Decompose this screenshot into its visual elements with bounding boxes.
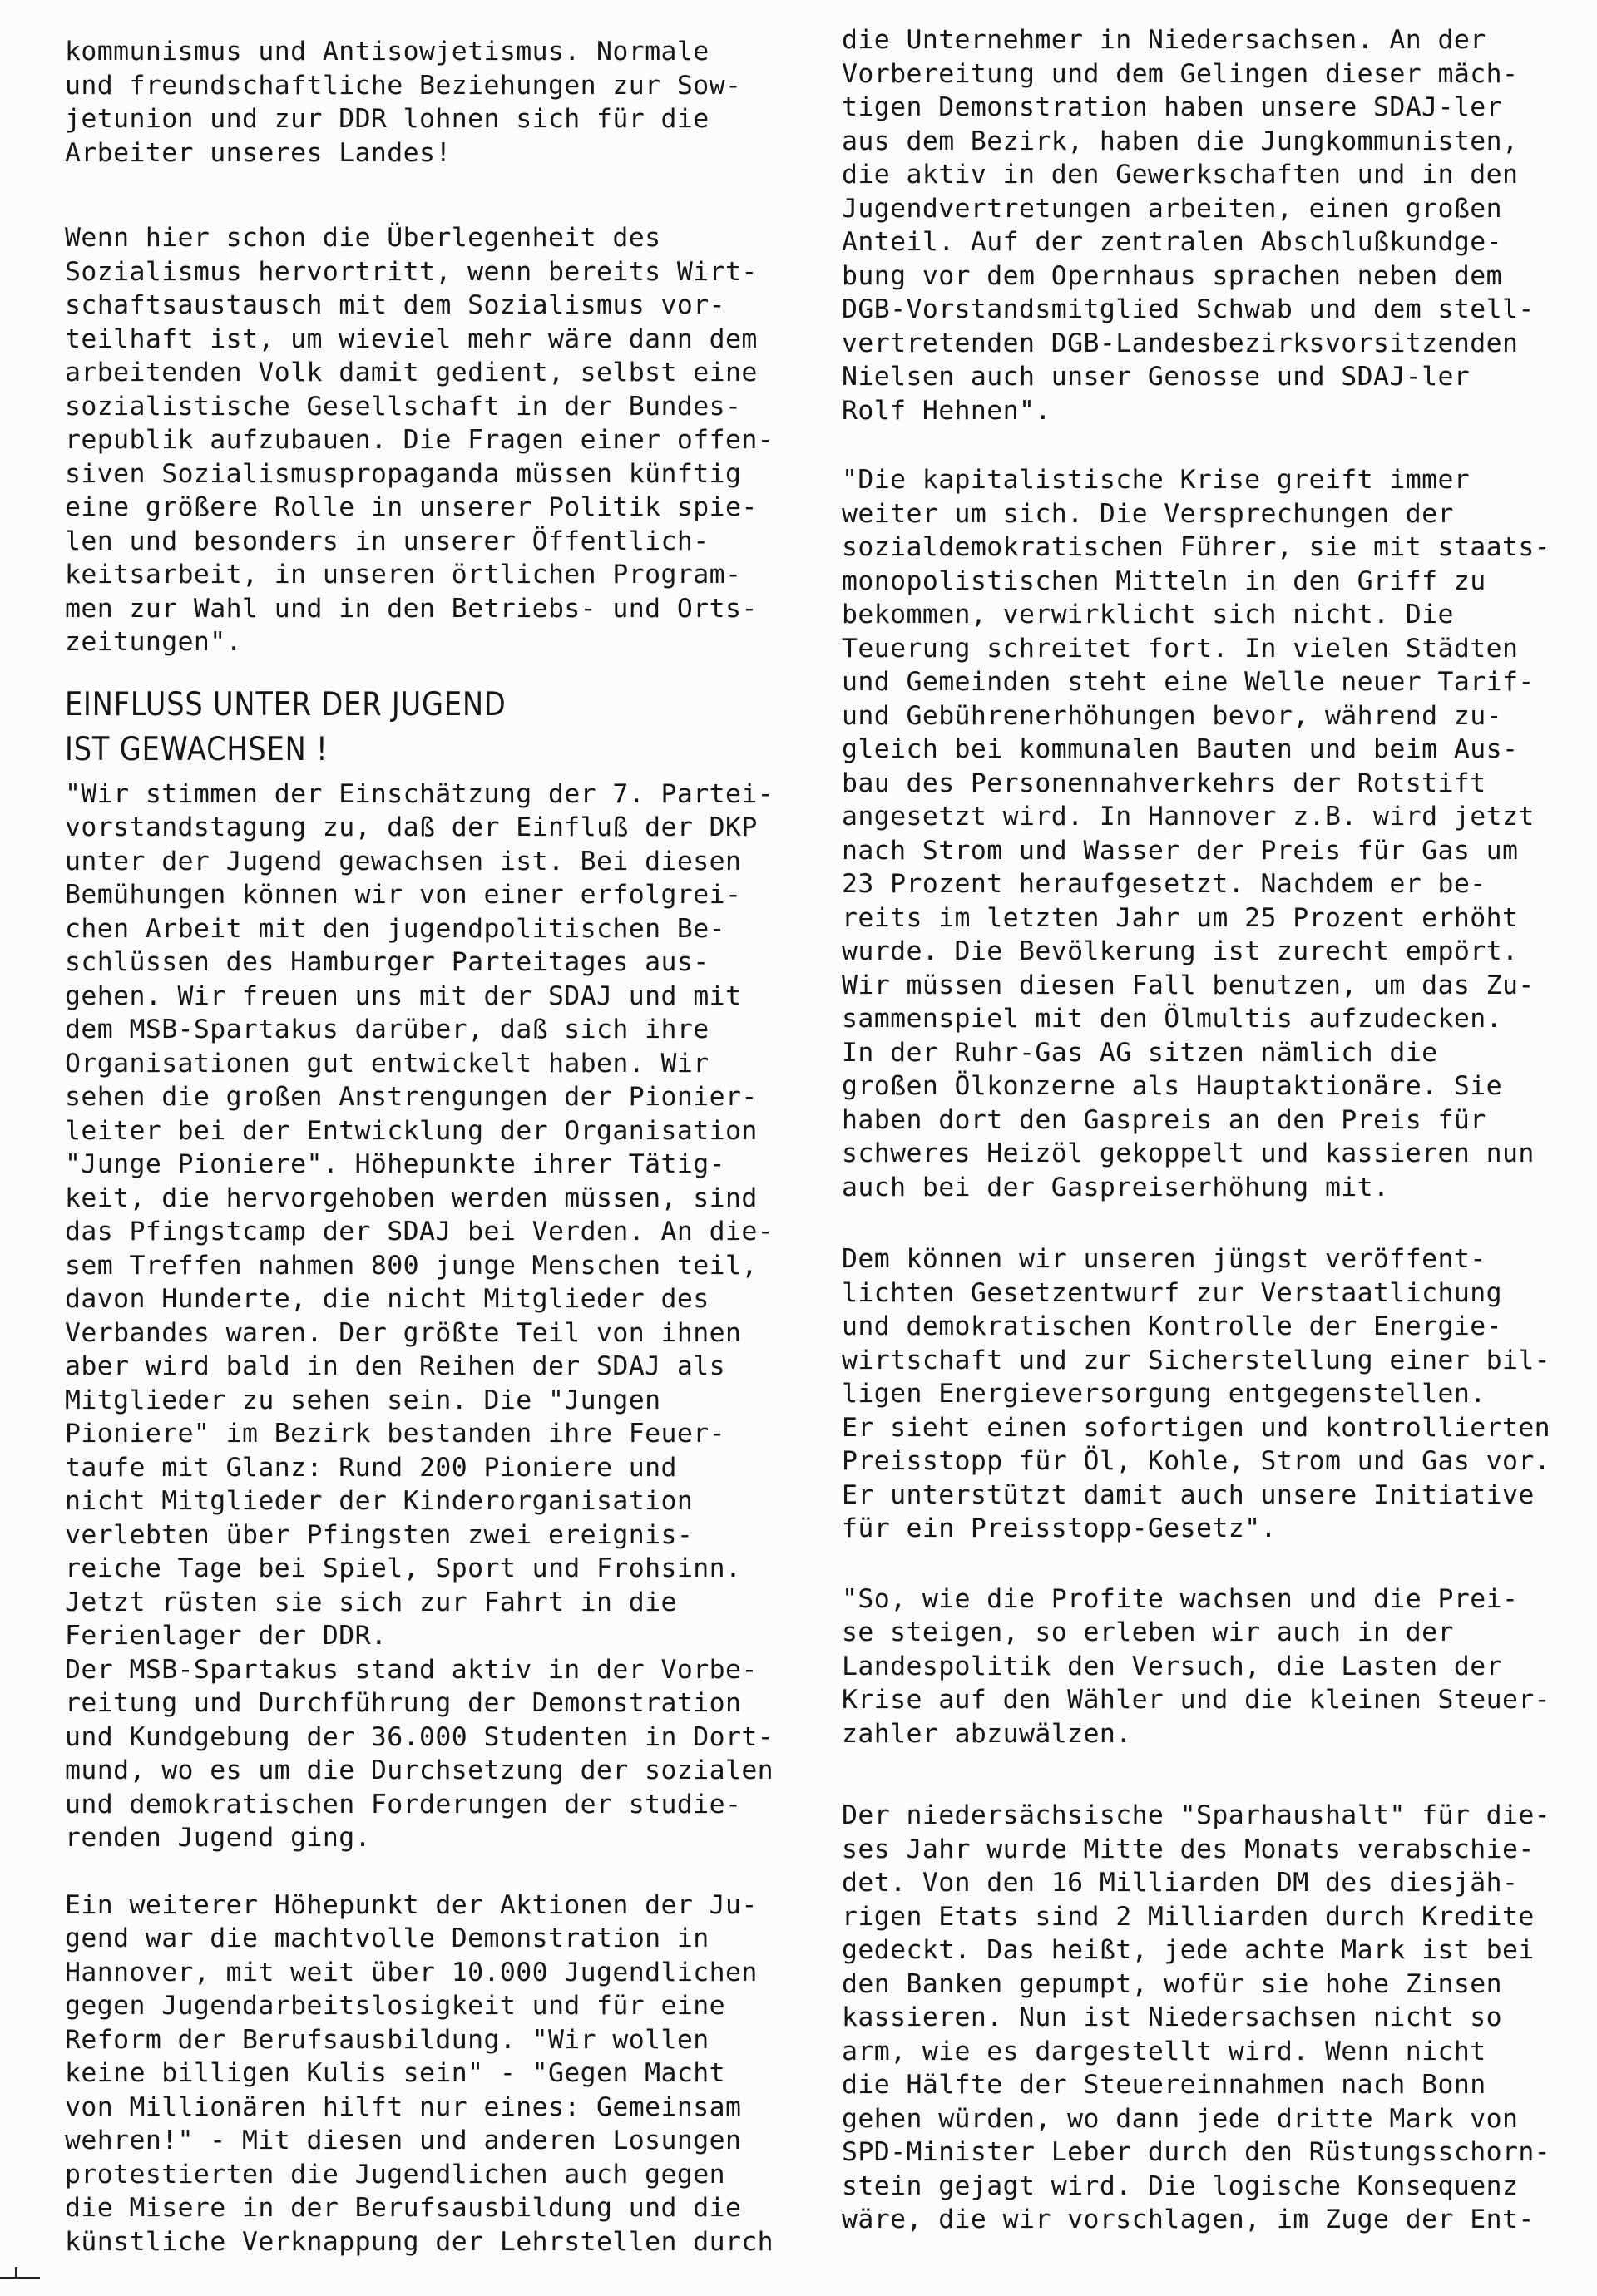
- paragraph-socialism-superiority: Wenn hier schon die Überlegenheit des Sozialismus hervortritt, wenn bereits Wirt- schaftsaustausch mit dem Sozialismus vor- teilhaft ist, um wieviel mehr wäre dann dem arbeitenden Volk damit gedient, selbst eine sozialistische Gesellschaft in der Bundes- republik aufzubauen. Die Fragen einer offen- siven Sozialismuspropaganda müssen künftig eine größere Rolle in unserer Politik spie- len und besonders in unserer Öffentlich- keitsarbeit, in unseren örtlichen Program- men zur Wahl und in den Betriebs- und Orts- zeitungen".: [65, 223, 774, 657]
- paragraph-profits-prices: "So, wie die Profite wachsen und die Prei- se steigen, so erleben wir auch in der Landespolitik den Versuch, die Lasten der Krise auf den Wähler und die kleinen Steuer- zahler abzuwälzen.: [842, 1583, 1551, 1749]
- right-column: [842, 23, 1557, 2237]
- paragraph-youth-organisations: "Wir stimmen der Einschätzung der 7. Partei- vorstandstagung zu, daß der Einfluß der DKP unter der Jugend gewachsen ist. Bei diesen Bemühungen können wir von einer erfolgrei- chen Arbeit mit den jugendpolitischen Be- schlüssen des Hamburger Parteitages aus- gehen. Wir freuen uns mit der SDAJ und mit dem MSB-Spartakus darüber, daß sich ihre Organisationen gut entwickelt haben. Wir sehen die großen Anstrengungen der Pionier- leiter bei der Entwicklung der Organisation "Junge Pioniere". Höhepunkte ihrer Tätig- keit, die hervorgehoben werden müssen, sind das Pfingstcamp der SDAJ bei Verden. An die- sem Treffen nahmen 800 junge Menschen teil, davon Hunderte, die nicht Mitglieder des Verbandes waren. Der größte Teil von ihnen aber wird bald in den Reihen der SDAJ als Mitglieder zu sehen sein. Die "Jungen Pioniere" im Bezirk bestanden ihre Feuer- taufe mit Glanz: Rund 200 Pioniere und nicht Mitglieder der Kinderorganisation verlebten über Pfingsten zwei ereignis- reiche Tage bei Spiel, Sport und Frohsinn. Jetzt rüsten sie sich zur Fahrt in die Ferienlager der DDR. Der MSB-Spartakus stand aktiv in der Vorbe- reitung und Durchführung der Demonstration und Kundgebung der 36.000 Studenten in Dort- mund, wo es um die Durchsetzung der sozialen und demokratischen Forderungen der studie- renden Jugend ging.: [65, 778, 774, 1853]
- paragraph-budget: Der niedersächsische "Sparhaushalt" für die- ses Jahr wurde Mitte des Monats verabschie- det. Von den 16 Milliarden DM des diesjäh- rigen Etats sind 2 Milliarden durch Kredite gedeckt. Das heißt, jede achte Mark ist bei den Banken gepumpt, wofür sie hohe Zinsen kassieren. Nun ist Niedersachsen nicht so arm, wie es dargestellt wird. Wenn nicht die Hälfte der Steuereinnahmen nach Bonn gehen würden, wo dann jede dritte Mark von SPD-Minister Leber durch den Rüstungsschorn- stein gejagt wird. Die logische Konsequenz wäre, die wir vorschlagen, im Zuge der Ent-: [842, 1800, 1551, 2234]
- paragraph-energy-law: Dem können wir unseren jüngst veröffent- lichten Gesetzentwurf zur Verstaatlichung und demokratischen Kontrolle der Energie- wirtschaft und zur Sicherstellung einer bil- ligen Energieversorgung entgegenstellen. Er sieht einen sofortigen und kontrollierten Preisstopp für Öl, Kohle, Strom und Gas vor. Er unterstützt damit auch unsere Initiative für ein Preisstopp-Gesetz".: [842, 1244, 1551, 1543]
- page-corner-mark: [0, 2277, 40, 2279]
- section-heading-youth-influence: EINFLUSS UNTER DER JUGEND IST GEWACHSEN !: [65, 685, 507, 768]
- left-column: [65, 35, 780, 2259]
- page-corner-tick: [15, 2267, 17, 2279]
- paragraph-capitalist-crisis: "Die kapitalistische Krise greift immer weiter um sich. Die Versprechungen der sozialdemokratischen Führer, sie mit staats- monopolistischen Mitteln in den Griff zu bekommen, verwirklicht sich nicht. Die Teuerung schreitet fort. In vielen Städten und Gemeinden steht eine Welle neuer Tarif- und Gebührenerhöhungen bevor, während zu- gleich bei kommunalen Bauten und beim Aus- bau des Personennahverkehrs der Rotstift angesetzt wird. In Hannover z.B. wird jetzt nach Strom und Wasser der Preis für Gas um 23 Prozent heraufgesetzt. Nachdem er be- reits im letzten Jahr um 25 Prozent erhöht wurde. Die Bevölkerung ist zurecht empört. Wir müssen diesen Fall benutzen, um das Zu- sammenspiel mit den Ölmultis aufzudecken. In der Ruhr-Gas AG sitzen nämlich die großen Ölkonzerne als Hauptaktionäre. Sie haben dort den Gaspreis an den Preis für schweres Heizöl gekoppelt und kassieren nun auch bei der Gaspreiserhöhung mit.: [842, 465, 1551, 1202]
- paragraph-hannover-demonstration: Ein weiterer Höhepunkt der Aktionen der Ju- gend war die machtvolle Demonstration in Hannover, mit weit über 10.000 Jugendlichen gegen Jugendarbeitslosigkeit und für eine Reform der Berufsausbildung. "Wir wollen keine billigen Kulis sein" - "Gegen Macht von Millionären hilft nur eines: Gemeinsam wehren!" - Mit diesen und anderen Losungen protestierten die Jugendlichen auch gegen die Misere in der Berufsausbildung und die künstliche Verknappung der Lehrstellen durch: [65, 1889, 774, 2257]
- paragraph-soviet-relations: kommunismus und Antisowjetismus. Normale und freundschaftliche Beziehungen zur Sow- jetunion und zur DDR lohnen sich für die Arbeiter unseres Landes!: [65, 37, 742, 168]
- paragraph-sdaj-demonstration: die Unternehmer in Niedersachsen. An der Vorbereitung und dem Gelingen dieser mäch- tigen Demonstration haben unsere SDAJ-ler aus dem Bezirk, haben die Jungkommunisten, die aktiv in den Gewerkschaften und in den Jugendvertretungen arbeiten, einen großen Anteil. Auf der zentralen Abschlußkundge- bung vor dem Opernhaus sprachen neben dem DGB-Vorstandsmitglied Schwab und dem stell- vertretenden DGB-Landesbezirksvorsitzenden Nielsen auch unser Genosse und SDAJ-ler Rolf Hehnen".: [842, 25, 1535, 426]
